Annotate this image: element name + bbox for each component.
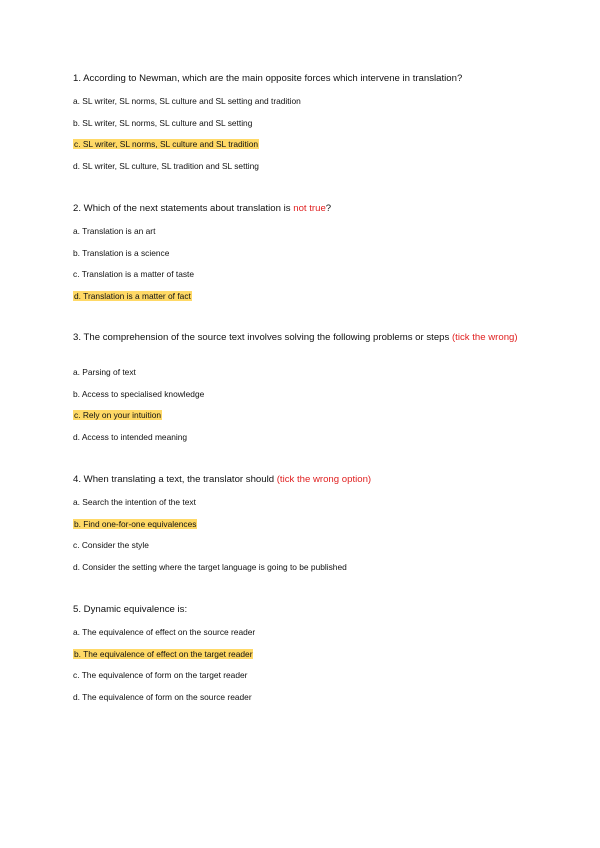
q4-answer-d: d. Consider the setting where the target language is going to be published (73, 562, 347, 572)
q1-answer-c-highlight: c. SL writer, SL norms, SL culture and SL tradition (74, 139, 259, 149)
question-2-text: 2. Which of the next statements about translation is (73, 203, 294, 214)
q3-answer-d: d. Access to intended meaning (73, 432, 188, 442)
question-1: 1. According to Newman, which are the main opposite forces which intervene in translation? (73, 73, 463, 84)
q2-answer-d-highlight: d. Translation is a matter of fact (74, 291, 191, 301)
q2-answer-b: b. Translation is a science (73, 248, 170, 258)
q5-answer-b (73, 648, 253, 660)
question-2 (73, 202, 533, 216)
question-5: 5. Dynamic equivalence is: (73, 604, 188, 615)
q5-answer-c: c. The equivalence of form on the target reader (73, 670, 248, 680)
question-2-text-end: ? (325, 203, 332, 214)
q3-answer-c (73, 409, 162, 421)
q1-answer-c (73, 138, 259, 150)
q4-answer-c: c. Consider the style (73, 540, 149, 550)
q4-answer-b (73, 518, 197, 530)
q3-answer-b: b. Access to specialised knowledge (73, 389, 205, 399)
question-4-red-text: (tick the wrong option) (276, 474, 372, 485)
q5-answer-d: d. The equivalence of form on the source reader (73, 692, 252, 702)
q2-answer-c: c. Translation is a matter of taste (73, 269, 195, 279)
question-3-text: 3. The comprehension of the source text involves solving the following problems or steps (73, 332, 452, 343)
q5-answer-a: a. The equivalence of effect on the source reader (73, 627, 256, 637)
question-4 (73, 473, 533, 487)
question-3-red-text: (tick the wrong) (451, 332, 518, 343)
q1-answer-a: a. SL writer, SL norms, SL culture and SL setting and tradition (73, 96, 301, 106)
q2-answer-a: a. Translation is an art (73, 226, 156, 236)
q4-answer-b-highlight: b. Find one-for-one equivalences (74, 519, 197, 529)
question-2-red-text: not true (293, 203, 326, 214)
q1-answer-d: d. SL writer, SL culture, SL tradition and SL setting (73, 161, 259, 171)
question-3 (73, 331, 533, 345)
q2-answer-d (73, 290, 192, 302)
q1-answer-b: b. SL writer, SL norms, SL culture and SL setting (73, 118, 253, 128)
q4-answer-a: a. Search the intention of the text (73, 497, 196, 507)
q5-answer-b-highlight: b. The equivalence of effect on the target reader (74, 649, 253, 659)
q3-answer-a: a. Parsing of text (73, 367, 136, 377)
q3-answer-c-highlight: c. Rely on your intuition (74, 410, 162, 420)
question-4-text: 4. When translating a text, the translator should (73, 474, 277, 485)
